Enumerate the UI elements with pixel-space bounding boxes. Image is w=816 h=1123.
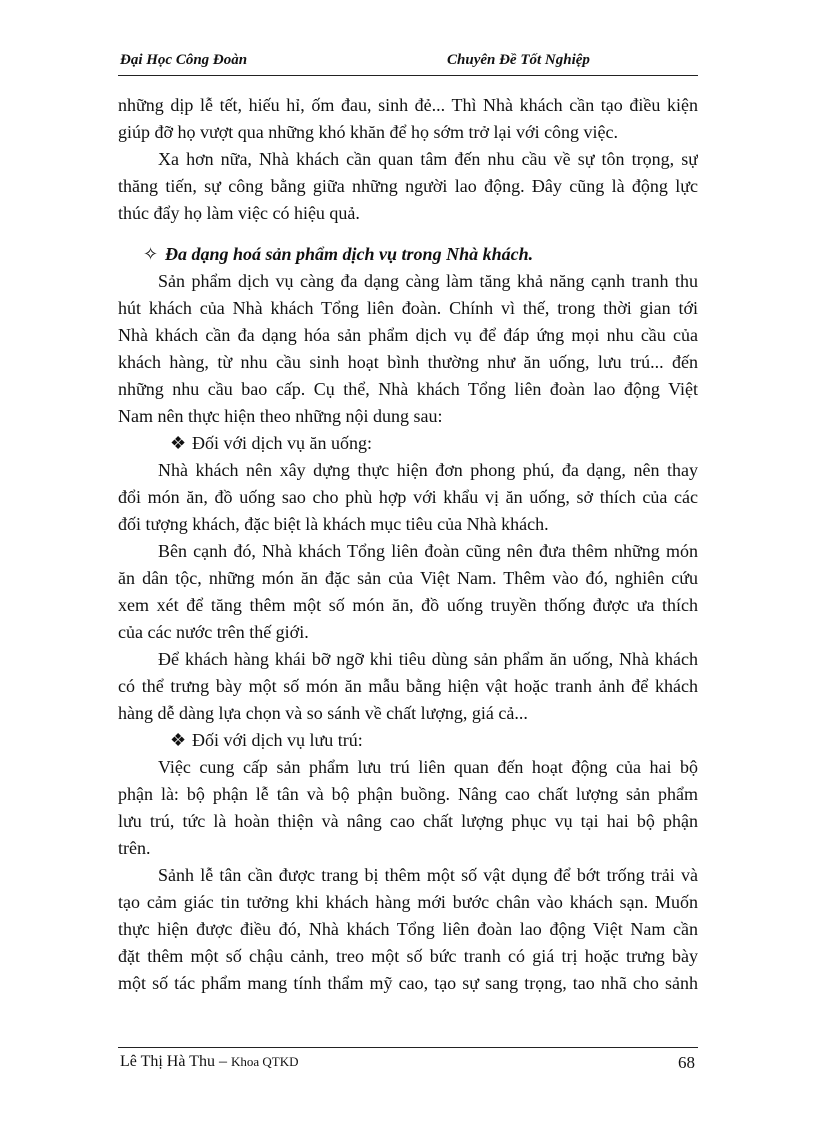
text-line: hút khách của Nhà khách Tổng liên đoàn. Chính vì thế, trong thời gian tới [118,298,698,318]
text-line: trên. [118,838,151,858]
header-document-type: Chuyên Đề Tốt Nghiệp [447,52,590,68]
bullet-heading [118,430,698,457]
text-line: Để khách hàng khái bỡ ngỡ khi tiêu dùng sản phẩm ăn uống, Nhà khách [158,649,698,669]
text-line: đổi món ăn, đồ uống sao cho phù hợp với khẩu vị ăn uống, sở thích của các [118,487,698,507]
header-university: Đại Học Công Đoàn [120,52,248,68]
diamond-bullet-icon: ❖ [170,730,187,750]
section-heading-text: Đa dạng hoá sản phẩm dịch vụ trong Nhà khách. [165,244,534,264]
footer-author-name: Lê Thị Hà Thu – [120,1053,227,1070]
text-line: thực hiện được điều đó, Nhà khách Tổng liên đoàn lao động Việt Nam cần [118,919,698,939]
text-line: xem xét để tăng thêm một số món ăn, đồ uống truyền thống được ưa thích [118,595,698,615]
text-line: Nhà khách cần đa dạng hóa sản phẩm dịch vụ để đáp ứng mọi nhu cầu của [118,325,698,345]
page-number: 68 [678,1053,695,1072]
footer-department: Khoa QTKD [230,1054,299,1069]
text-line: ăn dân tộc, những món ăn đặc sản của Việt Nam. Thêm vào đó, nghiên cứu [118,568,698,588]
text-line: đối tượng khách, đặc biệt là khách mục tiêu của Nhà khách. [118,514,549,534]
text-line: Nam nên thực hiện theo những nội dung sau: [118,406,443,426]
text-line: Xa hơn nữa, Nhà khách cần quan tâm đến nhu cầu về sự tôn trọng, sự [158,149,698,169]
text-line: phận là: bộ phận lễ tân và bộ phận buồng. Nâng cao chất lượng sản phẩm [118,784,698,804]
header-rule [118,75,698,76]
text-line: Bên cạnh đó, Nhà khách Tổng liên đoàn cũng nên đưa thêm những món [158,541,698,561]
text-line: đặt thêm một số chậu cảnh, treo một số bức tranh có giá trị hoặc trưng bày [118,946,698,966]
text-line: giúp đỡ họ vượt qua những khó khăn để họ sớm trở lại với công việc. [118,122,619,142]
text-line: có thể trưng bày một số món ăn mẫu bằng hiện vật hoặc tranh ảnh để khách [118,676,698,696]
text-line: Sản phẩm dịch vụ càng đa dạng càng làm tăng khả năng cạnh tranh thu [158,271,698,291]
text-line: hàng dễ dàng lựa chọn và so sánh về chất lượng, giá cả... [118,703,528,723]
text-line: Việc cung cấp sản phẩm lưu trú liên quan đến hoạt động của hai bộ [158,757,698,777]
footer-rule [118,1047,698,1048]
text-line: những nhu cầu bao cấp. Cụ thể, Nhà khách Tổng liên đoàn lao động Việt [118,379,698,399]
bullet-heading-text: Đối với dịch vụ lưu trú: [192,730,363,750]
text-line: khách hàng, từ nhu cầu sinh hoạt bình thường như ăn uống, lưu trú... đến [118,352,698,372]
bullet-heading-text: Đối với dịch vụ ăn uống: [192,433,372,453]
text-line: lưu trú, tức là hoàn thiện và nâng cao chất lượng phục vụ tại hai bộ phận [118,811,698,831]
text-line: Nhà khách nên xây dựng thực hiện đơn phong phú, đa dạng, nên thay [158,460,698,480]
diamond-bullet-icon: ❖ [170,433,187,453]
page-body [118,92,698,997]
text-line: một số tác phẩm mang tính thẩm mỹ cao, tạo sự sang trọng, tao nhã cho sảnh [118,973,698,993]
section-gap [118,227,698,241]
bullet-heading [118,727,698,754]
text-line: của các nước trên thế giới. [118,622,309,642]
text-line: thúc đẩy họ làm việc có hiệu quả. [118,203,360,223]
text-line: thăng tiến, sự công bằng giữa những người lao động. Đây cũng là động lực [118,176,698,196]
section-heading [118,241,698,268]
text-line: những dịp lễ tết, hiếu hỉ, ốm đau, sinh đẻ... Thì Nhà khách cần tạo điều kiện [118,95,698,115]
text-line: tạo cảm giác tin tưởng khi khách hàng mới bước chân vào khách sạn. Muốn [118,892,698,912]
footer-author [120,1053,298,1071]
page-header [118,48,698,78]
diamond-outline-icon: ✧ [143,244,159,264]
text-line: Sảnh lễ tân cần được trang bị thêm một số vật dụng để bớt trống trải và [158,865,698,885]
